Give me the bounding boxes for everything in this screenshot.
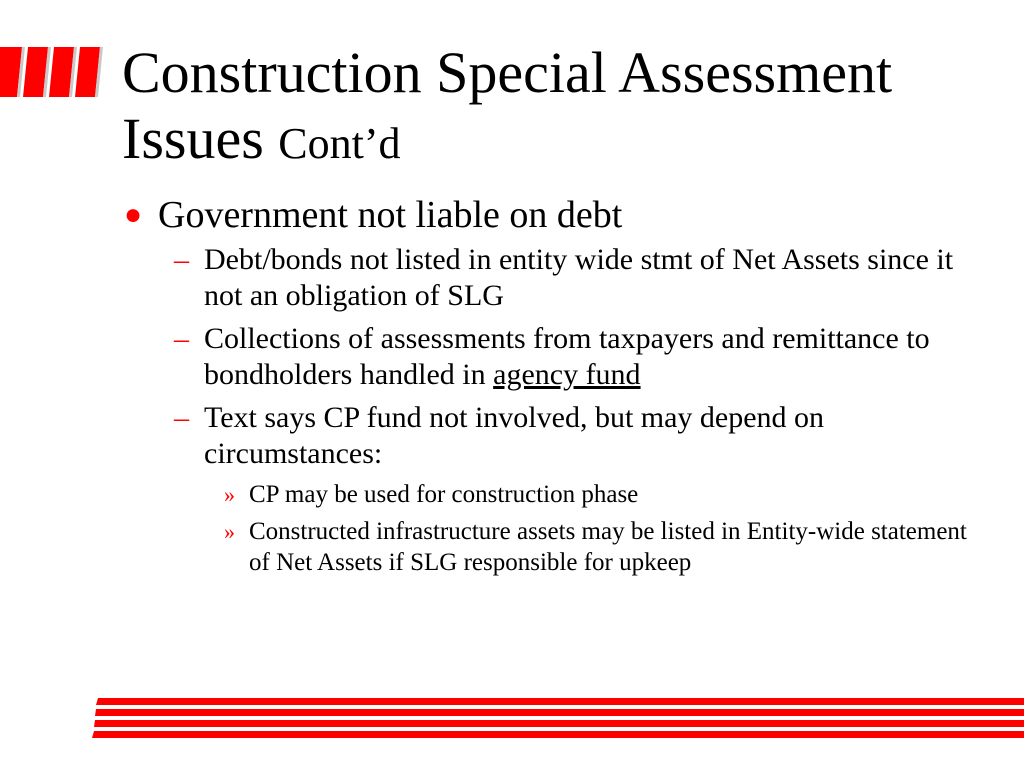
dash-icon: – xyxy=(174,322,189,355)
sub-bullet-3 xyxy=(122,400,982,472)
logo-bars xyxy=(0,44,110,100)
slide-body xyxy=(122,192,982,584)
sub-sub-bullet-1 xyxy=(122,479,982,510)
sub-sub-bullet-2 xyxy=(122,516,982,578)
sub-bullet-2 xyxy=(122,321,982,393)
sub-sub-bullet-1-text: CP may be used for construction phase xyxy=(249,481,639,508)
slide-title xyxy=(122,40,1002,177)
dash-icon: – xyxy=(174,401,189,434)
agency-fund-link: agency fund xyxy=(493,358,641,391)
sub-sub-bullet-2-text: Constructed infrastructure assets may be listed in Entity-wide statement of Net Assets if SLG responsible for upkeep xyxy=(249,518,967,576)
sub-bullet-1 xyxy=(122,242,982,314)
title-suffix: Cont’d xyxy=(278,119,401,168)
sub-bullet-2-text: Collections of assessments from taxpayers and remittance to bondholders handled in xyxy=(204,322,930,391)
bullet-icon: ● xyxy=(124,198,143,231)
bottom-stripes xyxy=(92,698,1024,738)
chevron-icon: » xyxy=(224,482,235,507)
dash-icon: – xyxy=(174,243,189,276)
sub-bullet-1-text: Debt/bonds not listed in entity wide stmt of Net Assets since it not an obligation of SLG xyxy=(204,243,954,312)
sub-bullet-3-text: Text says CP fund not involved, but may depend on circumstances: xyxy=(204,401,825,470)
bullet-text: Government not liable on debt xyxy=(158,194,623,236)
bullet-level1 xyxy=(122,192,982,238)
title-main: Construction Special Assessment Issues xyxy=(122,40,893,171)
chevron-icon: » xyxy=(224,519,235,544)
